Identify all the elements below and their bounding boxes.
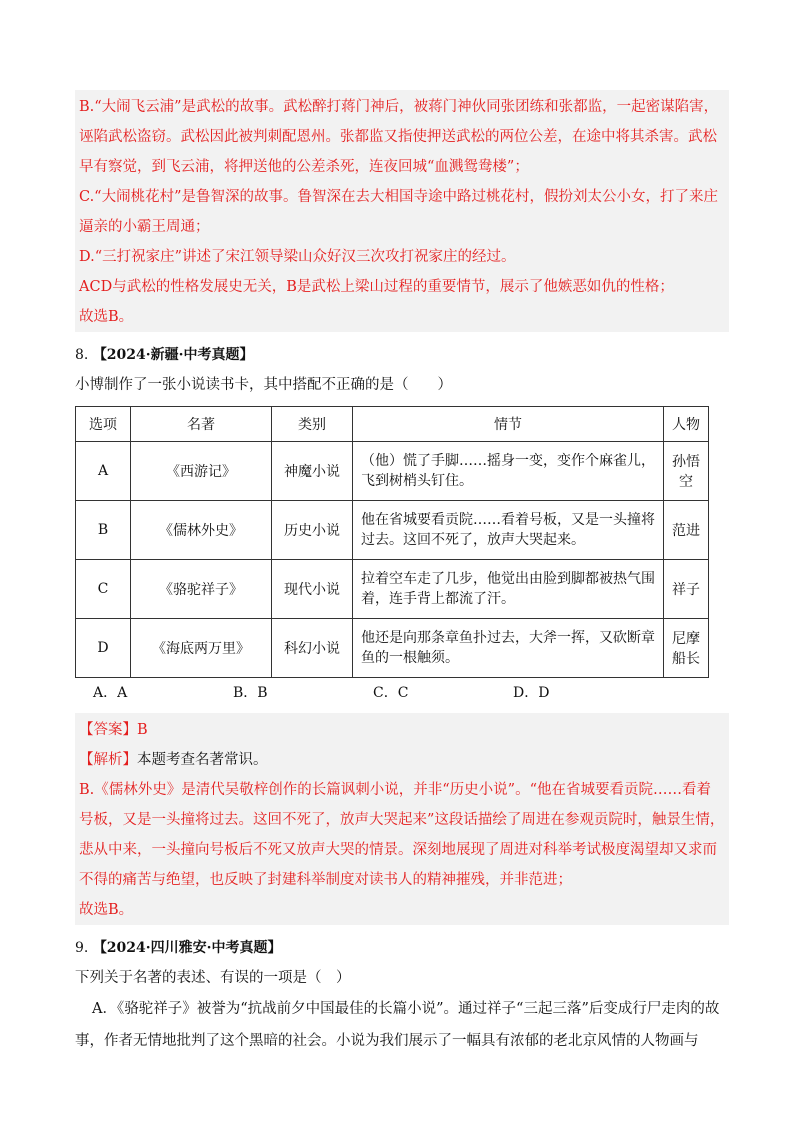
cell-book: 《西游记》 [131,442,272,501]
cell-category: 科幻小说 [272,619,353,678]
header-option: 选项 [76,407,131,442]
explanation-conclusion: 故选B。 [79,309,134,325]
table-row [76,442,709,501]
q8-choices [93,681,729,705]
q9-number: 9. [75,940,89,956]
cell-category: 历史小说 [272,501,353,560]
cell-plot: 他在省城要看贡院……看着号板，又是一头撞将过去。这回不死了，放声大哭起来。 [353,501,664,560]
q9-option-a: A．《骆驼祥子》被誉为“抗战前夕中国最佳的长篇小说”。通过祥子“三起三落”后变成行尸走肉的故事，作者无情地批判了这个黑暗的社会。小说为我们展示了一幅具有浓郁的老北京风情的人物画与 [75,1001,720,1049]
header-plot: 情节 [353,407,664,442]
cell-character: 范进 [664,501,709,560]
table-row [76,619,709,678]
choice-a: A．A [93,685,128,701]
q8-heading [75,340,729,370]
cell-option: C [76,560,131,619]
choice-c: C．C [373,685,409,701]
q9-heading [75,933,729,963]
cell-plot: 拉着空车走了几步，他觉出由脸到脚都被热气围着，连手背上都流了汗。 [353,560,664,619]
header-category: 类别 [272,407,353,442]
cell-option: B [76,501,131,560]
cell-option: A [76,442,131,501]
header-book: 名著 [131,407,272,442]
answer-tag: 【答案】 [79,722,137,738]
cell-book: 《骆驼祥子》 [131,560,272,619]
choice-b: B．B [233,685,268,701]
header-character: 人物 [664,407,709,442]
answer-line [79,715,725,745]
table-row [76,501,709,560]
q7-explanation-block [75,90,729,332]
table-header-row [76,407,709,442]
explanation-line-d: D.“三打祝家庄”讲述了宋江领导梁山众好汉三次攻打祝家庄的经过。 [79,249,516,265]
q8-answer-block [75,713,729,925]
cell-book: 《海底两万里》 [131,619,272,678]
q8-number: 8. [75,347,89,363]
q9-question: 下列关于名著的表述、有误的一项是（ ） [75,970,351,986]
table-row [76,560,709,619]
cell-book: 《儒林外史》 [131,501,272,560]
cell-plot: 他还是向那条章鱼扑过去，大斧一挥，又砍断章鱼的一根触须。 [353,619,664,678]
answer-value: B [137,722,148,738]
analysis-tag: 【解析】 [79,752,137,768]
explanation-text: B.《儒林外史》是清代吴敬梓创作的长篇讽刺小说，并非“历史小说”。“他在省城要看贡院……看着号板，又是一头撞将过去。这回不死了，放声大哭起来”这段话描绘了周进在参观贡院时，触景生情，悲从中来，一头撞向号板后不死又放声大哭的情景。深刻地展现了周进对科举考试极度渴望却又求而不得的痛苦与绝望，也反映了封建科举制度对读书人的精神摧残，并非范进； [79,782,725,888]
analysis-line [79,745,725,775]
q8-question: 小博制作了一张小说读书卡，其中搭配不正确的是（ ） [75,377,452,393]
explanation-line-b: B.“大闹飞云浦”是武松的故事。武松醉打蒋门神后，被蒋门神伙同张团练和张都监，一起密谋陷害，诬陷武松盗窃。武松因此被判刺配恩州。张都监又指使押送武松的两位公差，在途中将其杀害。武松早有察觉，到飞云浦，将押送他的公差杀死，连夜回城“血溅鸳鸯楼”； [79,99,719,175]
conclusion-text: 故选B。 [79,902,134,918]
cell-character: 孙悟空 [664,442,709,501]
cell-character: 尼摩船长 [664,619,709,678]
q8-source: 【2024·新疆·中考真题】 [92,347,254,363]
cell-category: 神魔小说 [272,442,353,501]
q9-source: 【2024·四川雅安·中考真题】 [92,940,282,956]
cell-category: 现代小说 [272,560,353,619]
analysis-text: 本题考查名著常识。 [137,752,268,768]
cell-plot: （他）慌了手脚……摇身一变，变作个麻雀儿，飞到树梢头钉住。 [353,442,664,501]
cell-option: D [76,619,131,678]
explanation-line-c: C.“大闹桃花村”是鲁智深的故事。鲁智深在去大相国寺途中路过桃花村，假扮刘太公小女，打了来庄逼亲的小霸王周通； [79,189,719,235]
cell-character: 祥子 [664,560,709,619]
document-page [75,90,729,1057]
explanation-line-summary: ACD与武松的性格发展史无关，B是武松上梁山过程的重要情节，展示了他嫉恶如仇的性格； [79,279,674,295]
choice-d: D．D [513,685,550,701]
reading-card-table [75,406,709,678]
